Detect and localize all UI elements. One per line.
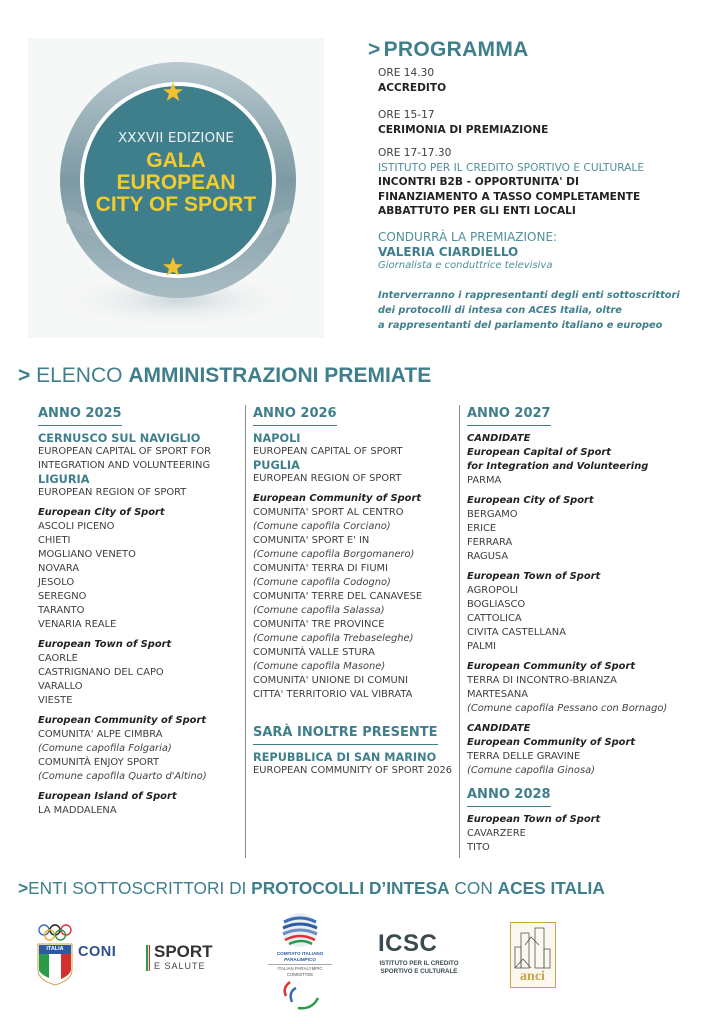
winner-name: LIGURIA [38, 473, 90, 486]
list-item: COMUNITA' ALPE CIMBRA [38, 729, 163, 740]
year-heading: ANNO 2025 [38, 405, 122, 426]
host-block [378, 230, 557, 274]
slot-title: FINANZIAMENTO A TASSO COMPLETAMENTE [378, 190, 641, 203]
capofila-note: (Comune capofila Borgomanero) [253, 549, 415, 560]
list-item: CATTOLICA [467, 613, 522, 624]
list-item: VARALLO [38, 681, 83, 692]
candidate-label: CANDIDATE [467, 723, 531, 734]
winner-name: PUGLIA [253, 459, 300, 472]
extra-award: EUROPEAN COMMUNITY OF SPORT 2026 [253, 765, 453, 776]
emblem-title-line: EUROPEAN [116, 171, 236, 194]
paralimpico-line2: PARALIMPICO [284, 956, 316, 962]
category-label: European Island of Sport [38, 791, 177, 802]
capofila-note: (Comune capofila Codogno) [253, 577, 391, 588]
enti-title-part: ENTI SOTTOSCRITTORI DI [28, 878, 252, 898]
paralimpico-line1: COMITATO ITALIANO [276, 951, 324, 956]
candidate-label: CANDIDATE [467, 433, 531, 444]
note-line: dei protocolli di intesa con ACES Italia, oltre [378, 305, 622, 316]
list [38, 728, 243, 784]
arrow-icon: > [18, 364, 31, 387]
list [38, 652, 243, 708]
capofila-note: (Comune capofila Masone) [253, 661, 386, 672]
category-label: European City of Sport [467, 495, 594, 506]
host-name: VALERIA CIARDIELLO [378, 244, 519, 259]
list-item: COMUNITA' SPORT AL CENTRO [253, 507, 404, 518]
category-label: European Community of Sport [467, 737, 636, 748]
list-item: FERRARA [467, 537, 513, 548]
programma-title [368, 38, 529, 62]
emblem-title-line: CITY OF SPORT [95, 193, 257, 216]
programma-note [378, 288, 680, 333]
icsc-line1: ISTITUTO PER IL CREDITO [379, 960, 459, 967]
arrow-icon: > [18, 878, 29, 898]
capofila-note: (Comune capofila Quarto d'Altino) [38, 771, 207, 782]
list-item: COMUNITA' UNIONE DI COMUNI [253, 675, 409, 686]
enti-title-part: ACES ITALIA [497, 878, 605, 898]
icsc-line2: SPORTIVO E CULTURALE [380, 967, 458, 975]
paralimpico-line4: COMMITTEE [286, 971, 314, 977]
list-item: JESOLO [38, 577, 75, 588]
list-item: COMUNITA' TERRA DI FIUMI [253, 563, 388, 574]
elenco-title-bold: AMMINISTRAZIONI PREMIATE [128, 364, 432, 387]
category-label: European Community of Sport [253, 493, 422, 504]
list-item: ERICE [467, 523, 497, 534]
enti-title-part: PROTOCOLLI D’INTESA [251, 878, 450, 898]
list [467, 474, 712, 488]
enti-title-part: CON [449, 878, 498, 898]
towers-icon [511, 923, 554, 971]
slot-title: ACCREDITO [378, 81, 447, 94]
sport-salute-line2: E SALUTE [154, 961, 206, 971]
winner-name: NAPOLI [253, 432, 301, 445]
list [467, 750, 712, 778]
list-item: BOGLIASCO [467, 599, 526, 610]
list-item: RAGUSA [467, 551, 509, 562]
list [467, 508, 712, 564]
extra-heading: SARÀ INOLTRE PRESENTE [253, 724, 438, 745]
list-item: NOVARA [38, 563, 80, 574]
list-item: TARANTO [38, 605, 85, 616]
list-item: SEREGNO [38, 591, 87, 602]
year-heading: ANNO 2028 [467, 786, 551, 807]
list [38, 520, 243, 632]
list-item: VENARIA REALE [38, 619, 117, 630]
winner-award: EUROPEAN REGION OF SPORT [38, 487, 187, 498]
anci-logo [510, 922, 556, 988]
winner-award: EUROPEAN REGION OF SPORT [253, 473, 402, 484]
list-item: MARTESANA [467, 689, 529, 700]
extra-name: REPUBBLICA DI SAN MARINO [253, 751, 437, 764]
category-label: European Town of Sport [467, 571, 601, 582]
column-2026 [253, 405, 458, 778]
list-item: BERGAMO [467, 509, 518, 520]
elenco-title [18, 364, 431, 388]
icsc-name: ICSC [378, 930, 438, 957]
programma-slot [378, 66, 446, 95]
list-item: MOGLIANO VENETO [38, 549, 136, 560]
winner-award: EUROPEAN CAPITAL OF SPORT [253, 446, 403, 457]
category-label: European Capital of Sport [467, 447, 611, 458]
category-label: European City of Sport [38, 507, 165, 518]
category-label: European Community of Sport [467, 661, 636, 672]
list [467, 584, 712, 654]
elenco-title-light: ELENCO [36, 364, 123, 387]
note-line: a rappresentanti del parlamento italiano e europeo [378, 320, 663, 331]
enti-title [18, 878, 605, 899]
olympic-rings-icon [36, 922, 80, 986]
list-item: CIVITA CASTELLANA [467, 627, 566, 638]
slot-time: ORE 17-17.30 [378, 147, 452, 159]
slot-organization: ISTITUTO PER IL CREDITO SPORTIVO E CULTURALE [378, 161, 645, 174]
list-item: TITO [467, 842, 490, 853]
slot-title: CERIMONIA DI PREMIAZIONE [378, 123, 549, 136]
programma-slot [378, 108, 548, 137]
list-item: AGROPOLI [467, 585, 519, 596]
category-label: European Town of Sport [467, 814, 601, 825]
programma-title-text: PROGRAMMA [383, 38, 529, 61]
list-item: COMUNITA' TRE PROVINCE [253, 619, 385, 630]
capofila-note: (Comune capofila Folgaria) [38, 743, 172, 754]
category-label: European Town of Sport [38, 639, 172, 650]
year-heading: ANNO 2026 [253, 405, 337, 426]
paralimpico-line3: ITALIAN PARALYMPIC [277, 966, 323, 971]
column-divider [459, 405, 460, 858]
paralimpico-logo [262, 910, 338, 1022]
arrow-icon: > [368, 38, 381, 61]
sport-salute-line1: SPORT [154, 942, 213, 961]
list-item: PALMI [467, 641, 497, 652]
slot-title: ABBATTUTO PER GLI ENTI LOCALI [378, 205, 576, 217]
list [253, 506, 458, 702]
column-2027 [467, 405, 712, 855]
list [467, 674, 712, 716]
coni-name: CONI [78, 944, 117, 960]
list [467, 827, 712, 855]
winner-award: INTEGRATION AND VOLUNTEERING [38, 460, 211, 471]
host-role: Giornalista e conduttrice televisiva [378, 260, 553, 271]
note-line: Interverranno i rappresentanti degli enti sottoscrittori [378, 290, 680, 301]
anci-name: anci [520, 969, 545, 984]
coni-shield-text: ITALIA [46, 946, 64, 952]
sport-e-salute-logo [146, 944, 236, 976]
coni-logo [36, 922, 126, 986]
capofila-note: (Comune capofila Salassa) [253, 605, 385, 616]
slot-time: ORE 14.30 [378, 67, 435, 79]
list-item: VIESTE [38, 695, 73, 706]
list-item: TERRA DELLE GRAVINE [467, 751, 581, 762]
programma-slot [378, 146, 644, 219]
year-heading: ANNO 2027 [467, 405, 551, 426]
column-2025 [38, 405, 243, 818]
list-item: CITTA' TERRITORIO VAL VIBRATA [253, 689, 413, 700]
list-item: LA MADDALENA [38, 805, 117, 816]
slot-title: INCONTRI B2B - OPPORTUNITA' DI [378, 176, 579, 188]
category-label: European Community of Sport [38, 715, 207, 726]
list-item: CAVARZERE [467, 828, 526, 839]
capofila-note: (Comune capofila Ginosa) [467, 765, 595, 776]
list-item: CAORLE [38, 653, 78, 664]
list-item: CHIETI [38, 535, 71, 546]
category-label: for Integration and Volunteering [467, 461, 649, 472]
column-divider [245, 405, 246, 858]
icsc-logo [366, 932, 472, 980]
list-item: CASTRIGNANO DEL CAPO [38, 667, 164, 678]
winner-award: EUROPEAN CAPITAL OF SPORT FOR [38, 446, 211, 457]
winner-name: CERNUSCO SUL NAVIGLIO [38, 432, 201, 445]
gala-emblem [28, 38, 324, 338]
host-label: CONDURRÀ LA PREMIAZIONE: [378, 230, 558, 244]
list-item: ASCOLI PICENO [38, 521, 115, 532]
capofila-note: (Comune capofila Trebaseleghe) [253, 633, 414, 644]
list-item: COMUNITÀ ENJOY SPORT [38, 757, 159, 768]
list-item: PARMA [467, 475, 502, 486]
capofila-note: (Comune capofila Pessano con Bornago) [467, 703, 668, 714]
list-item: COMUNITÀ VALLE STURA [253, 647, 375, 658]
list-item: COMUNITA' TERRE DEL CANAVESE [253, 591, 423, 602]
list-item: COMUNITA' SPORT E' IN [253, 535, 370, 546]
list [38, 804, 243, 818]
capofila-note: (Comune capofila Corciano) [253, 521, 391, 532]
list-item: TERRA DI INCONTRO-BRIANZA [467, 675, 617, 686]
emblem-edition: XXXVII EDIZIONE [117, 130, 235, 146]
emblem-title-line: GALA [146, 149, 206, 172]
slot-time: ORE 15-17 [378, 109, 435, 121]
